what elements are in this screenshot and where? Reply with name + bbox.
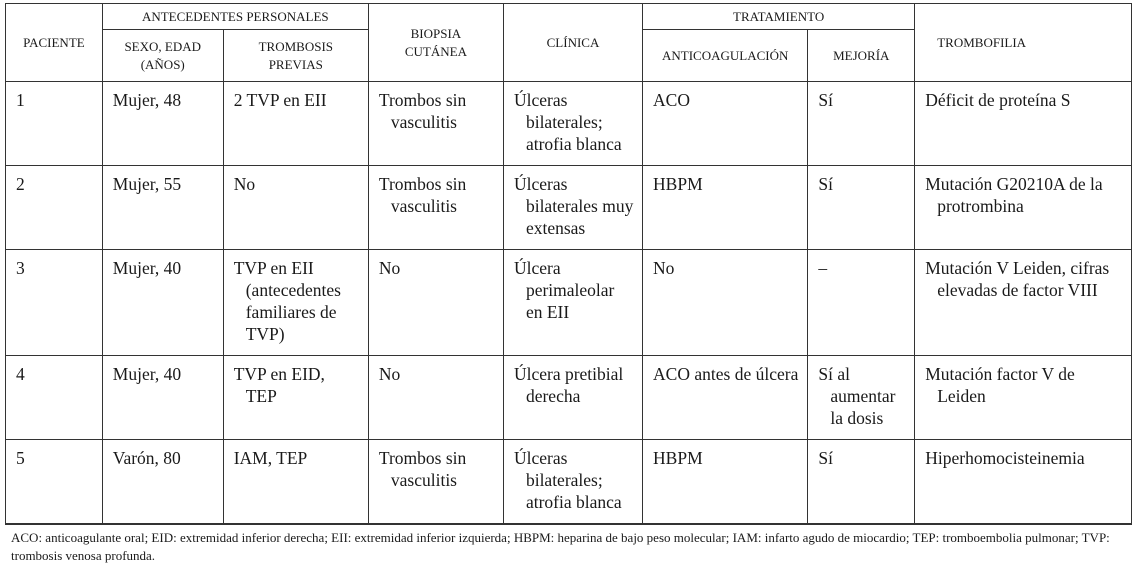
clinical-table-document (5, 3, 1132, 565)
table-row (6, 356, 1132, 440)
cell-clinica: Úlceras bilaterales; atrofia blanca (503, 440, 642, 524)
table-row (6, 82, 1132, 166)
cell-trombofilia: Mutación factor V de Leiden (915, 356, 1132, 440)
header-sexo-edad: SEXO, EDAD (AÑOS) (102, 30, 223, 82)
cell-trombosis: TVP en EII (antecedentes familiares de TVP) (223, 250, 368, 356)
cell-paciente: 2 (6, 166, 103, 250)
cell-clinica: Úlceras bilaterales; atrofia blanca (503, 82, 642, 166)
cell-trombofilia: Hiperhomocisteinemia (915, 440, 1132, 524)
cell-trombofilia: Mutación V Leiden, cifras elevadas de factor VIII (915, 250, 1132, 356)
cell-clinica: Úlcera perimaleolar en EII (503, 250, 642, 356)
table-row (6, 166, 1132, 250)
cell-mejoria: Sí (808, 166, 915, 250)
cell-paciente: 1 (6, 82, 103, 166)
cell-sexo-edad: Mujer, 40 (102, 356, 223, 440)
cell-trombofilia: Déficit de proteína S (915, 82, 1132, 166)
cell-trombosis: 2 TVP en EII (223, 82, 368, 166)
header-trombosis-previas: TROMBOSIS PREVIAS (223, 30, 368, 82)
cell-biopsia: Trombos sin vasculitis (368, 82, 503, 166)
cell-sexo-edad: Mujer, 55 (102, 166, 223, 250)
cell-sexo-edad: Mujer, 48 (102, 82, 223, 166)
header-tratamiento: TRATAMIENTO (643, 4, 915, 30)
cell-clinica: Úlcera pretibial derecha (503, 356, 642, 440)
cell-paciente: 3 (6, 250, 103, 356)
table-footnote: ACO: anticoagulante oral; EID: extremidad inferior derecha; EII: extremidad inferior izquierda; HBPM: heparina de bajo peso molecular; IAM: infarto agudo de miocardio; TEP: tromboembolia pulmonar; TVP: trombosis venosa profunda. (5, 524, 1132, 565)
cell-trombosis: IAM, TEP (223, 440, 368, 524)
cell-mejoria: Sí (808, 82, 915, 166)
cell-mejoria: Sí (808, 440, 915, 524)
cell-trombosis: No (223, 166, 368, 250)
header-trombofilia: TROMBOFILIA (915, 4, 1132, 82)
header-biopsia: BIOPSIA CUTÁNEA (368, 4, 503, 82)
cell-biopsia: No (368, 356, 503, 440)
table-row (6, 250, 1132, 356)
header-paciente: PACIENTE (6, 4, 103, 82)
cell-mejoria: Sí al aumentar la dosis (808, 356, 915, 440)
header-antecedentes: ANTECEDENTES PERSONALES (102, 4, 368, 30)
patients-table (5, 3, 1132, 524)
header-anticoagulacion: ANTICOAGULACIÓN (643, 30, 808, 82)
cell-anticoagulacion: HBPM (643, 440, 808, 524)
cell-biopsia: Trombos sin vasculitis (368, 440, 503, 524)
table-header (6, 4, 1132, 82)
cell-biopsia: No (368, 250, 503, 356)
cell-anticoagulacion: No (643, 250, 808, 356)
header-clinica: CLÍNICA (503, 4, 642, 82)
cell-paciente: 4 (6, 356, 103, 440)
cell-trombosis: TVP en EID, TEP (223, 356, 368, 440)
cell-sexo-edad: Varón, 80 (102, 440, 223, 524)
table-row (6, 440, 1132, 524)
cell-anticoagulacion: HBPM (643, 166, 808, 250)
cell-anticoagulacion: ACO (643, 82, 808, 166)
header-mejoria: MEJORÍA (808, 30, 915, 82)
table-body (6, 82, 1132, 524)
cell-clinica: Úlceras bilaterales muy extensas (503, 166, 642, 250)
cell-sexo-edad: Mujer, 40 (102, 250, 223, 356)
cell-trombofilia: Mutación G20210A de la protrombina (915, 166, 1132, 250)
cell-anticoagulacion: ACO antes de úlcera (643, 356, 808, 440)
cell-paciente: 5 (6, 440, 103, 524)
cell-mejoria: – (808, 250, 915, 356)
cell-biopsia: Trombos sin vasculitis (368, 166, 503, 250)
